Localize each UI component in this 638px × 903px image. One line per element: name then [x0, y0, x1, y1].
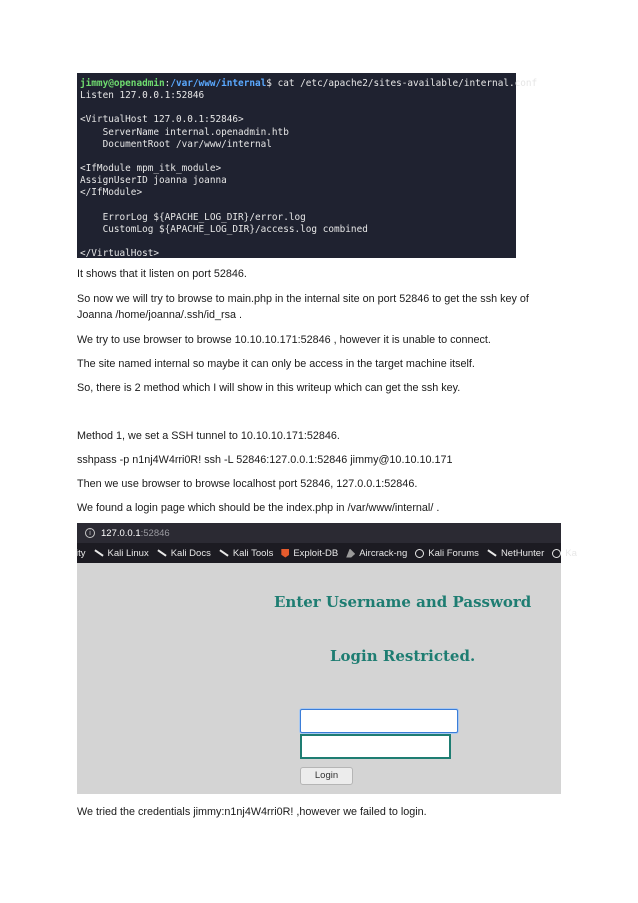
- bookmark-nethunter[interactable]: [487, 548, 544, 559]
- bookmark-kali-docs[interactable]: [157, 548, 211, 559]
- kali-icon: [219, 548, 229, 558]
- terminal-line: DocumentRoot /var/www/internal: [80, 138, 272, 150]
- terminal-screenshot: [77, 73, 538, 259]
- terminal-line: AssignUserID joanna joanna: [80, 175, 227, 187]
- restricted-heading: Login Restricted.: [330, 647, 476, 665]
- bookmark-label: NetHunter: [500, 547, 545, 559]
- aircrack-icon: [346, 549, 355, 558]
- bookmark-label: Kali Tools: [232, 547, 274, 559]
- paragraph-browser-fail: We try to use browser to browse 10.10.10.171:52846 , however it is unable to connect.: [77, 334, 491, 346]
- paragraph-method-1: Method 1, we set a SSH tunnel to 10.10.10.171:52846.: [77, 430, 340, 442]
- terminal-line: <IfModule mpm_itk_module>: [80, 162, 222, 174]
- paragraph-two-methods: So, there is 2 method which I will show in this writeup which can get the ssh key.: [77, 382, 461, 394]
- kali-icon: [487, 548, 497, 558]
- username-input[interactable]: [300, 709, 458, 733]
- terminal-line: [80, 199, 513, 211]
- terminal-line: </VirtualHost>: [80, 247, 160, 259]
- bookmark-label: Aircrack-ng: [359, 547, 408, 559]
- terminal-line: CustomLog ${APACHE_LOG_DIR}/access.log combined: [80, 223, 368, 235]
- bookmark-label: Kali Docs: [170, 547, 211, 559]
- bookmark-kali-linux[interactable]: [94, 548, 149, 559]
- login-page: [77, 563, 561, 794]
- bookmark-partial-left[interactable]: [76, 548, 86, 559]
- bookmark-label: ity: [76, 547, 86, 559]
- terminal-line: ServerName internal.openadmin.htb: [80, 126, 289, 138]
- password-input[interactable]: [300, 734, 451, 759]
- terminal-line: [80, 102, 513, 114]
- browser-screenshot: [76, 523, 577, 794]
- bookmark-label: Kali Linux: [107, 547, 149, 559]
- kali-icon: [157, 548, 167, 558]
- login-button[interactable]: Login: [300, 767, 353, 785]
- bookmark-aircrack-ng[interactable]: [346, 548, 407, 559]
- terminal-prompt-line: [80, 78, 538, 90]
- prompt-colon: :: [164, 78, 171, 89]
- paragraph-port-listen: It shows that it listen on port 52846.: [77, 268, 247, 280]
- terminal-line: [80, 151, 513, 163]
- paragraph-sshpass-command: sshpass -p n1nj4W4rri0R! ssh -L 52846:127.0.0.1:52846 jimmy@10.10.10.171: [77, 454, 453, 466]
- url-host: 127.0.0.1: [101, 527, 141, 539]
- bookmark-kali-forums[interactable]: [415, 548, 479, 559]
- address-bar[interactable]: [77, 523, 561, 543]
- prompt-path: /var/www/internal: [170, 78, 267, 89]
- terminal-line: [80, 236, 513, 248]
- bookmarks-toolbar: [76, 543, 577, 563]
- globe-icon: [552, 549, 561, 558]
- paragraph-login-failed: We tried the credentials jimmy:n1nj4W4rri0R! ,however we failed to login.: [77, 806, 427, 818]
- terminal-line: Listen 127.0.0.1:52846: [80, 90, 205, 102]
- terminal-line: </IfModule>: [80, 187, 143, 199]
- bookmark-label: Ka: [565, 547, 577, 559]
- paragraph-browse-localhost: Then we use browser to browse localhost port 52846, 127.0.0.1:52846.: [77, 478, 418, 490]
- kali-icon: [94, 548, 104, 558]
- bookmark-label: Kali Forums: [428, 547, 479, 559]
- bookmark-exploit-db[interactable]: [281, 548, 338, 559]
- paragraph-login-page: We found a login page which should be the index.php in /var/www/internal/ .: [77, 502, 440, 514]
- bookmark-partial-right[interactable]: [552, 548, 577, 559]
- globe-icon: [415, 549, 424, 558]
- bookmark-kali-tools[interactable]: [219, 548, 274, 559]
- prompt-user: jimmy@openadmin: [80, 78, 165, 89]
- paragraph-internal-site: The site named internal so maybe it can only be access in the target machine itself.: [77, 358, 475, 370]
- exploit-db-icon: [281, 549, 289, 558]
- url-port: :52846: [140, 527, 170, 539]
- paragraph-browse-plan: So now we will try to browse to main.php in the internal site on port 52846 to get the ssh key of Joanna /home/joanna/.ssh/id_rsa .: [77, 293, 529, 321]
- bookmark-label: Exploit-DB: [293, 547, 339, 559]
- terminal-line: ErrorLog ${APACHE_LOG_DIR}/error.log: [80, 211, 306, 223]
- terminal-line: <VirtualHost 127.0.0.1:52846>: [80, 114, 244, 126]
- prompt-command: $ cat /etc/apache2/sites-available/internal.conf: [266, 78, 538, 89]
- page-heading: Enter Username and Password: [274, 593, 532, 611]
- info-icon[interactable]: i: [85, 528, 95, 538]
